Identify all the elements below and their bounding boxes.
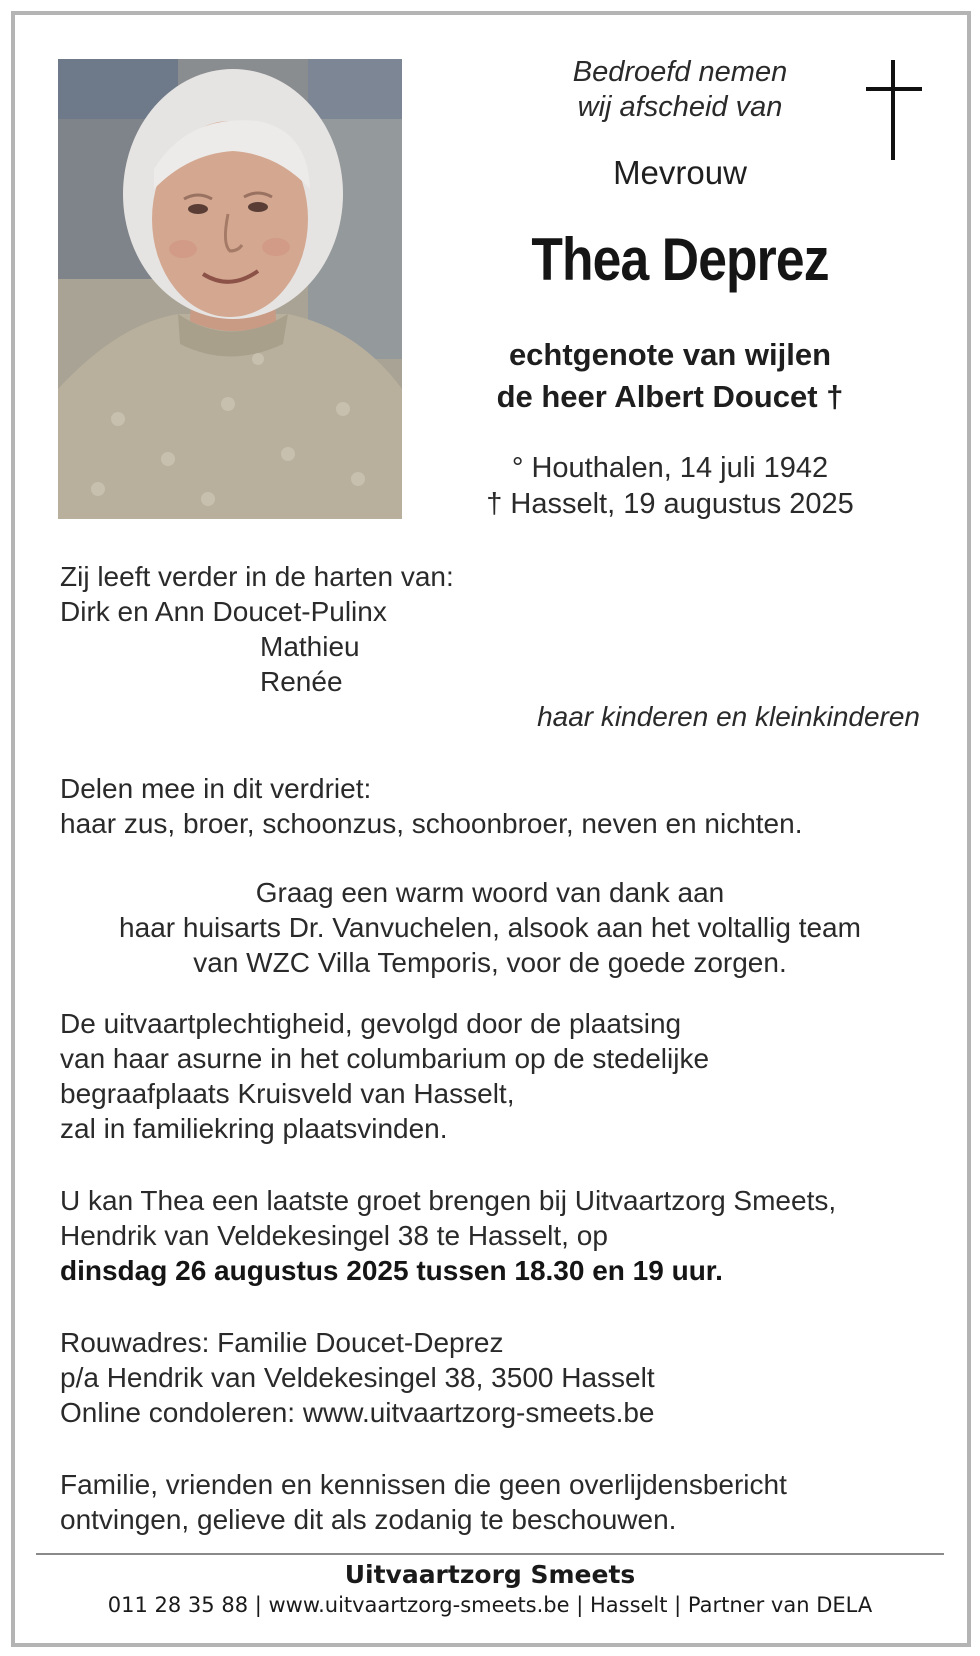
deceased-name: Thea Deprez bbox=[531, 226, 829, 293]
intro-line: wij afscheid van bbox=[577, 91, 783, 123]
notice-line: Familie, vrienden en kennissen die geen overlijdensbericht bbox=[60, 1469, 787, 1500]
honorific: Mevrouw bbox=[613, 154, 747, 191]
visit-block bbox=[60, 1183, 836, 1288]
birth-date: ° Houthalen, 14 juli 1942 bbox=[511, 452, 829, 484]
spouse-line: de heer Albert Doucet † bbox=[496, 379, 844, 414]
notice-block bbox=[60, 1467, 787, 1537]
thanks-line: van WZC Villa Temporis, voor de goede zorgen. bbox=[193, 947, 787, 978]
ceremony-line: van haar asurne in het columbarium op de stedelijke bbox=[60, 1043, 710, 1074]
survivors-intro: Zij leeft verder in de harten van: bbox=[60, 561, 454, 592]
visit-line: Hendrik van Veldekesingel 38 te Hasselt, op bbox=[60, 1220, 608, 1251]
spouse-info bbox=[440, 334, 900, 418]
portrait-photo bbox=[58, 59, 402, 519]
survivor-name: Dirk en Ann Doucet-Pulinx bbox=[60, 596, 387, 627]
survivors-block bbox=[60, 559, 454, 699]
footer-divider bbox=[36, 1553, 944, 1555]
spouse-line: echtgenote van wijlen bbox=[508, 337, 832, 372]
intro-line: Bedroefd nemen bbox=[572, 56, 788, 88]
ceremony-line: De uitvaartplechtigheid, gevolgd door de plaatsing bbox=[60, 1008, 682, 1039]
sharing-block bbox=[60, 771, 802, 841]
survivor-name: Mathieu bbox=[260, 631, 360, 662]
thanks-block bbox=[40, 875, 940, 980]
survivors-relation: haar kinderen en kleinkinderen bbox=[537, 701, 920, 732]
contact-line: p/a Hendrik van Veldekesingel 38, 3500 Hasselt bbox=[60, 1362, 655, 1393]
survivor-name: Renée bbox=[260, 666, 343, 697]
sharing-intro: Delen mee in dit verdriet: bbox=[60, 773, 372, 804]
funeral-home-info: 011 28 35 88 | www.uitvaartzorg-smeets.be | Hasselt | Partner van DELA bbox=[107, 1593, 873, 1617]
visit-datetime: dinsdag 26 augustus 2025 tussen 18.30 en 19 uur. bbox=[60, 1255, 723, 1286]
visit-line: U kan Thea een laatste groet brengen bij Uitvaartzorg Smeets, bbox=[60, 1185, 837, 1216]
intro-text bbox=[520, 55, 840, 125]
ceremony-block bbox=[60, 1006, 709, 1146]
contact-line: Online condoleren: www.uitvaartzorg-smeets.be bbox=[60, 1397, 655, 1428]
thanks-line: Graag een warm woord van dank aan bbox=[255, 877, 725, 908]
thanks-line: haar huisarts Dr. Vanvuchelen, alsook aan het voltallig team bbox=[119, 912, 861, 943]
cross-icon bbox=[863, 60, 925, 160]
funeral-home-name: Uitvaartzorg Smeets bbox=[344, 1560, 636, 1589]
ceremony-line: begraafplaats Kruisveld van Hasselt, bbox=[60, 1078, 515, 1109]
contact-line: Rouwadres: Familie Doucet-Deprez bbox=[60, 1327, 504, 1358]
life-dates bbox=[440, 450, 900, 522]
death-date: † Hasselt, 19 augustus 2025 bbox=[486, 488, 854, 520]
ceremony-line: zal in familiekring plaatsvinden. bbox=[60, 1113, 448, 1144]
contact-block bbox=[60, 1325, 655, 1430]
sharing-list: haar zus, broer, schoonzus, schoonbroer, neven en nichten. bbox=[60, 808, 803, 839]
notice-line: ontvingen, gelieve dit als zodanig te beschouwen. bbox=[60, 1504, 677, 1535]
